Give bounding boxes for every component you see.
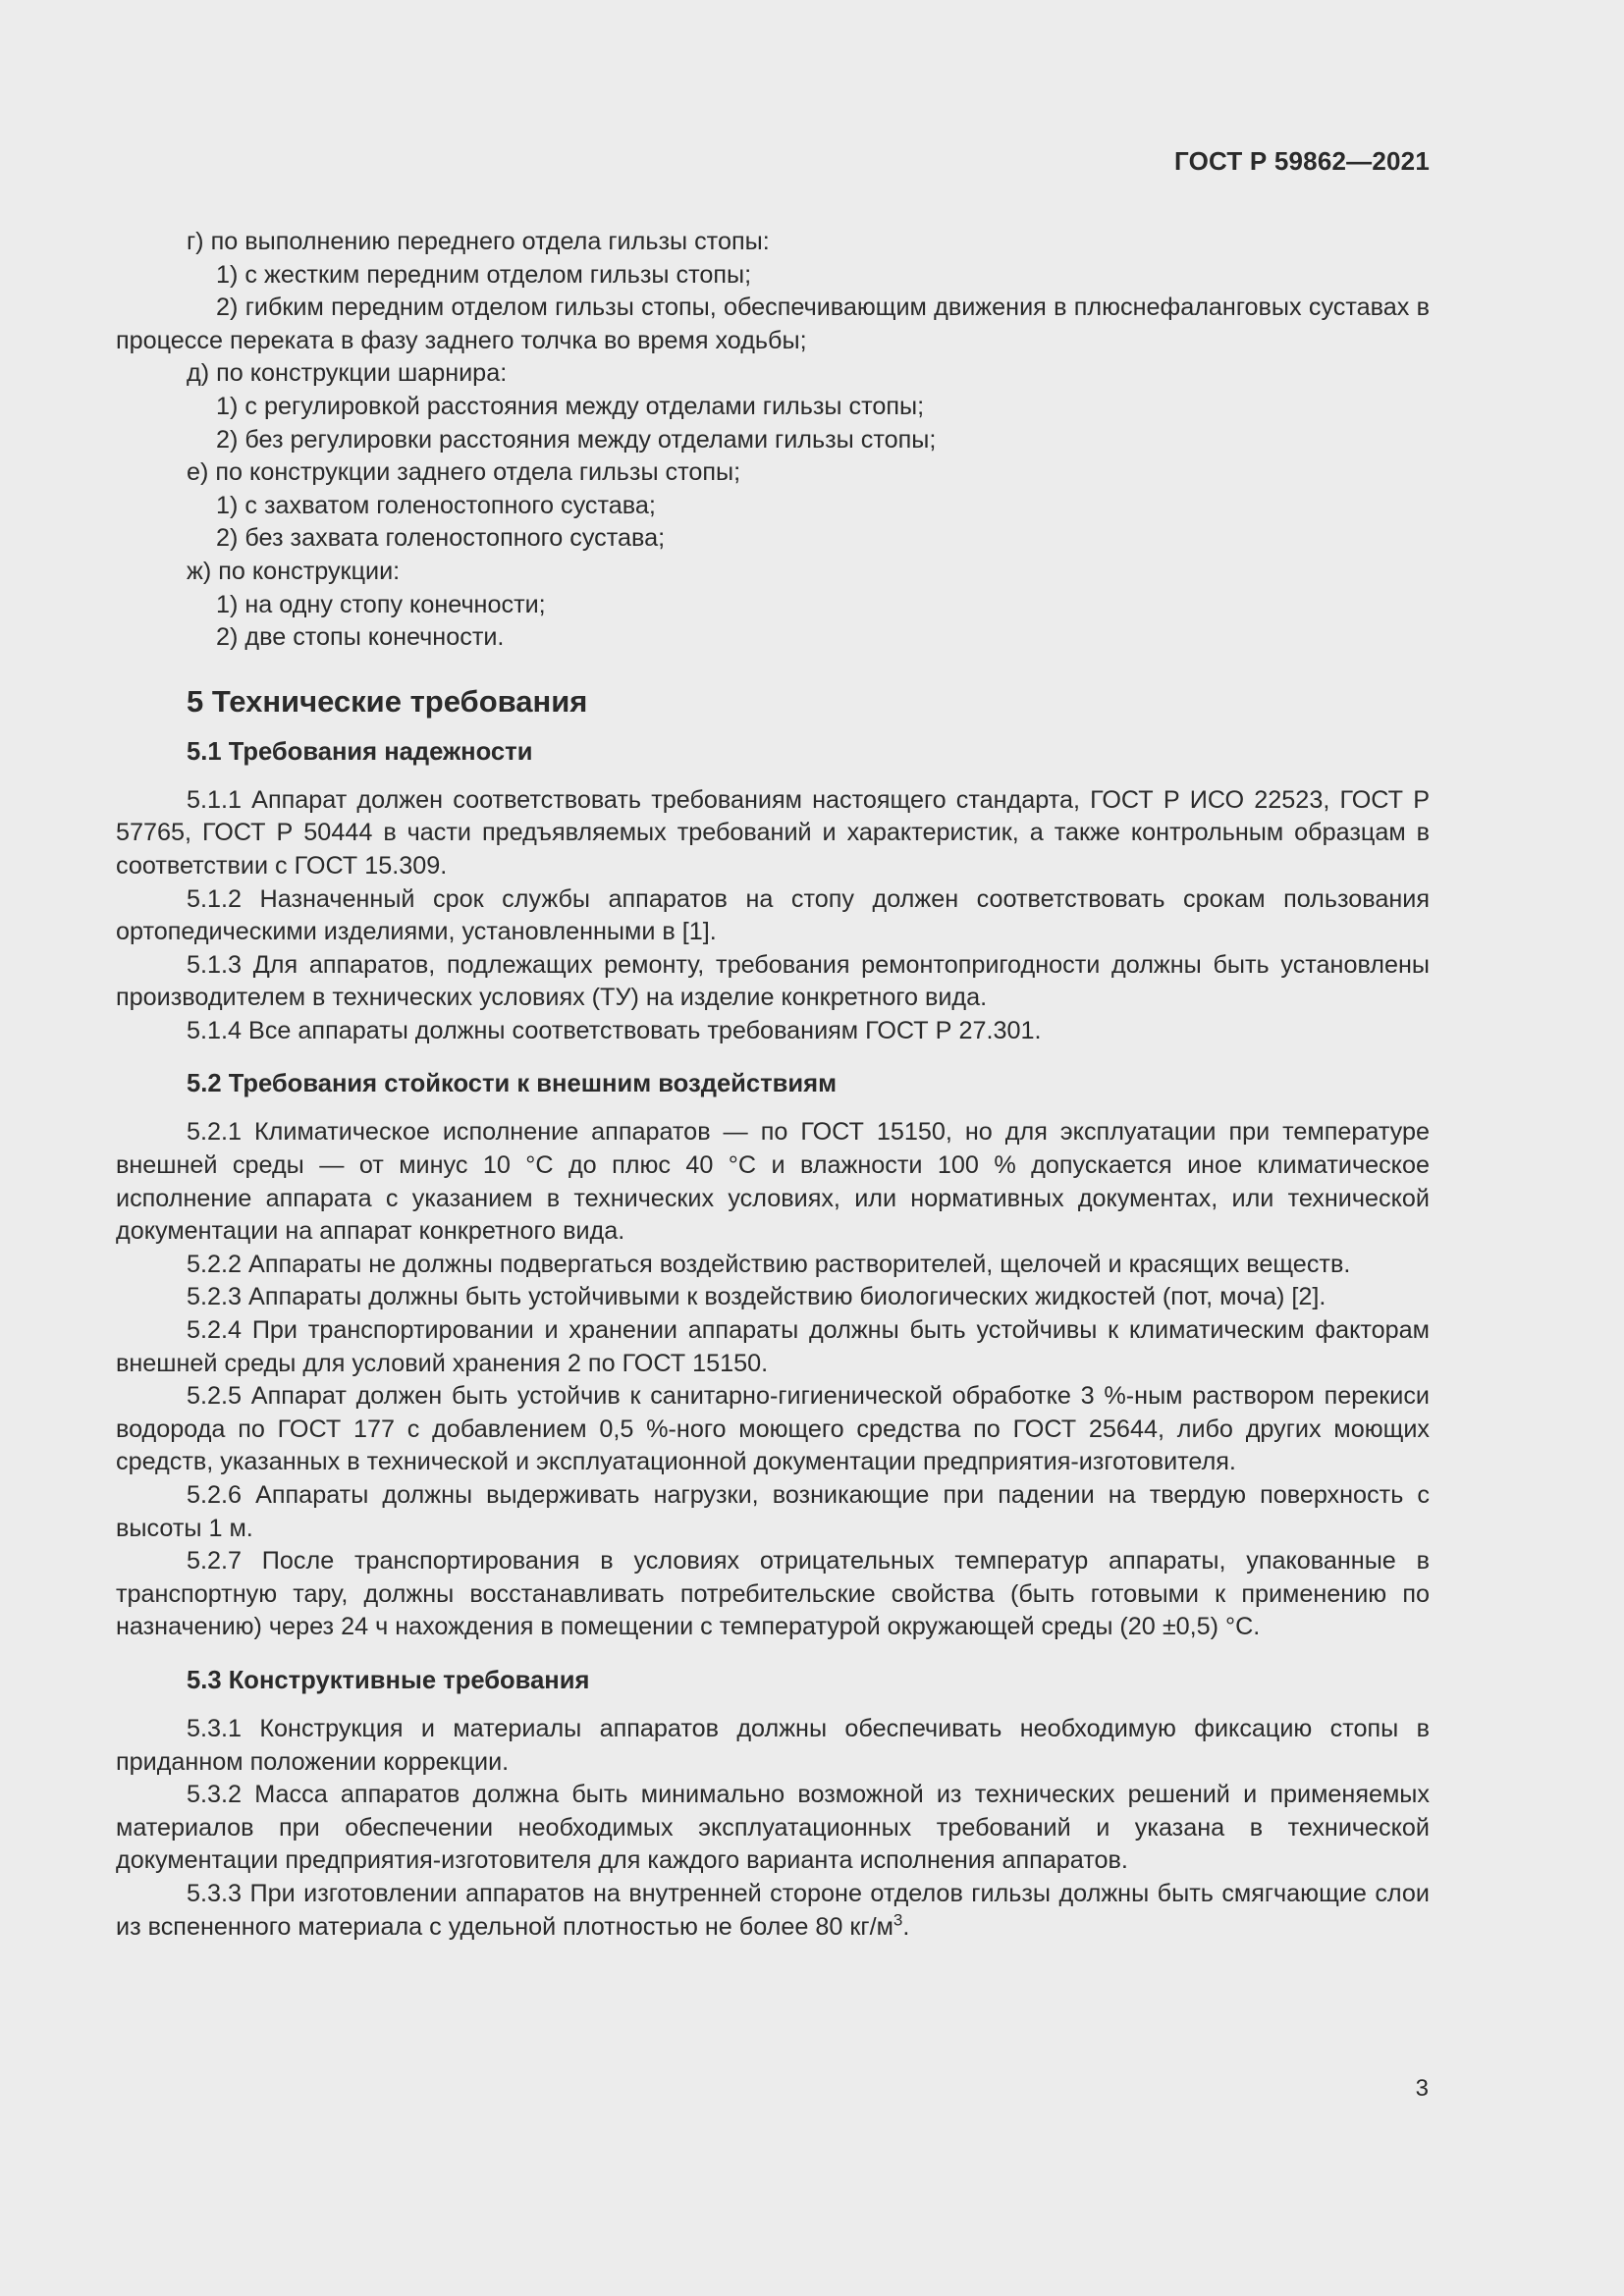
list-item-zh-1: 1) на одну стопу конечности;: [216, 590, 546, 618]
paragraph-5-2-3: 5.2.3 Аппараты должны быть устойчивыми к воздействию биологических жидкостей (пот, моча) [2].: [187, 1283, 1326, 1311]
paragraph-5-3-3-text: 5.3.3 При изготовлении аппаратов на внутренней стороне отделов гильзы должны быть смягчающие слои из вспененного материала с удельной плотностью не более 80 кг/м: [116, 1879, 1430, 1941]
paragraph-5-3-3: [116, 1878, 1430, 1944]
document-id-header: ГОСТ Р 59862—2021: [1174, 146, 1430, 176]
list-item-e-2: 2) без захвата голеностопного сустава;: [216, 524, 666, 553]
list-item-g-2: 2) гибким передним отделом гильзы стопы, обеспечивающим движения в плюснефаланговых суставах в процессе переката в фазу заднего толчка во время ходьбы;: [116, 294, 1430, 354]
section-5-2-heading: 5.2 Требования стойкости к внешним воздействиям: [187, 1070, 838, 1098]
paragraph-5-2-7: 5.2.7 После транспортирования в условиях отрицательных температур аппараты, упакованные в транспортную тару, должны восстанавливать потребительские свойства (быть готовыми к применению по назначению) через 24 ч нахождения в помещении с температурой окружающей среды (20 ±0,5) °С.: [116, 1547, 1430, 1641]
section-5-1-heading: 5.1 Требования надежности: [187, 737, 533, 766]
document-body: [116, 226, 1430, 1944]
list-item-e-title: е) по конструкции заднего отдела гильзы стопы;: [187, 458, 741, 487]
list-item-d-2: 2) без регулировки расстояния между отделами гильзы стопы;: [216, 425, 937, 454]
paragraph-5-1-2: 5.1.2 Назначенный срок службы аппаратов на стопу должен соответствовать срокам пользования ортопедическими изделиями, установленными в [1].: [116, 884, 1430, 946]
paragraph-5-2-4: 5.2.4 При транспортировании и хранении аппараты должны быть устойчивы к климатическим факторам внешней среды для условий хранения 2 по ГОСТ 15150.: [116, 1316, 1430, 1377]
section-5-heading: 5 Технические требования: [187, 683, 588, 719]
paragraph-5-2-2: 5.2.2 Аппараты не должны подвергаться воздействию растворителей, щелочей и красящих веществ.: [187, 1250, 1351, 1278]
paragraph-5-2-1: 5.2.1 Климатическое исполнение аппаратов — по ГОСТ 15150, но для эксплуатации при температуре внешней среды — от минус 10 °С до плюс 40 °С и влажности 100 % допускается иное климатическое исполнение аппарата с указанием в технических условиях, или нормативных документах, или технической документации на аппарат конкретного вида.: [116, 1118, 1430, 1246]
paragraph-5-3-1: 5.3.1 Конструкция и материалы аппаратов должны обеспечивать необходимую фиксацию стопы в приданном положении коррекции.: [116, 1714, 1430, 1776]
list-item-g-title: г) по выполнению переднего отдела гильзы стопы:: [187, 228, 770, 255]
section-5-3-heading: 5.3 Конструктивные требования: [187, 1666, 590, 1694]
page-number: 3: [1415, 2075, 1429, 2102]
superscript-cube: 3: [893, 1910, 903, 1930]
paragraph-5-2-5: 5.2.5 Аппарат должен быть устойчив к санитарно-гигиенической обработке 3 %-ным раствором перекиси водорода по ГОСТ 177 с добавлением 0,5 %-ного моющего средства по ГОСТ 25644, либо других моющих средств, указанных в технической и эксплуатационной документации предприятия-изготовителя.: [116, 1382, 1430, 1476]
paragraph-5-3-3-end: .: [902, 1912, 910, 1941]
paragraph-5-1-4: 5.1.4 Все аппараты должны соответствовать требованиям ГОСТ Р 27.301.: [187, 1016, 1042, 1044]
paragraph-5-1-3: 5.1.3 Для аппаратов, подлежащих ремонту, требования ремонтопригодности должны быть установлены производителем в технических условиях (ТУ) на изделие конкретного вида.: [116, 950, 1430, 1012]
paragraph-5-1-1: 5.1.1 Аппарат должен соответствовать требованиям настоящего стандарта, ГОСТ Р ИСО 22523, ГОСТ Р 57765, ГОСТ Р 50444 в части предъявляемых требований и характеристик, а также контрольным образцам в соответствии с ГОСТ 15.309.: [116, 785, 1430, 880]
list-item-zh-title: ж) по конструкции:: [187, 557, 401, 585]
list-item-d-title: д) по конструкции шарнира:: [187, 359, 508, 388]
list-item-d-1: 1) с регулировкой расстояния между отделами гильзы стопы;: [216, 392, 925, 420]
paragraph-5-2-6: 5.2.6 Аппараты должны выдерживать нагрузки, возникающие при падении на твердую поверхность с высоты 1 м.: [116, 1481, 1430, 1542]
paragraph-5-3-2: 5.3.2 Масса аппаратов должна быть минимально возможной из технических решений и применяемых материалов при обеспечении необходимых эксплуатационных требований и указана в технической документации предприятия-изготовителя для каждого варианта исполнения аппаратов.: [116, 1781, 1430, 1875]
list-item-zh-2: 2) две стопы конечности.: [216, 623, 505, 652]
list-item-g-1: 1) с жестким передним отделом гильзы стопы;: [216, 260, 752, 289]
list-item-e-1: 1) с захватом голеностопного сустава;: [216, 491, 656, 519]
